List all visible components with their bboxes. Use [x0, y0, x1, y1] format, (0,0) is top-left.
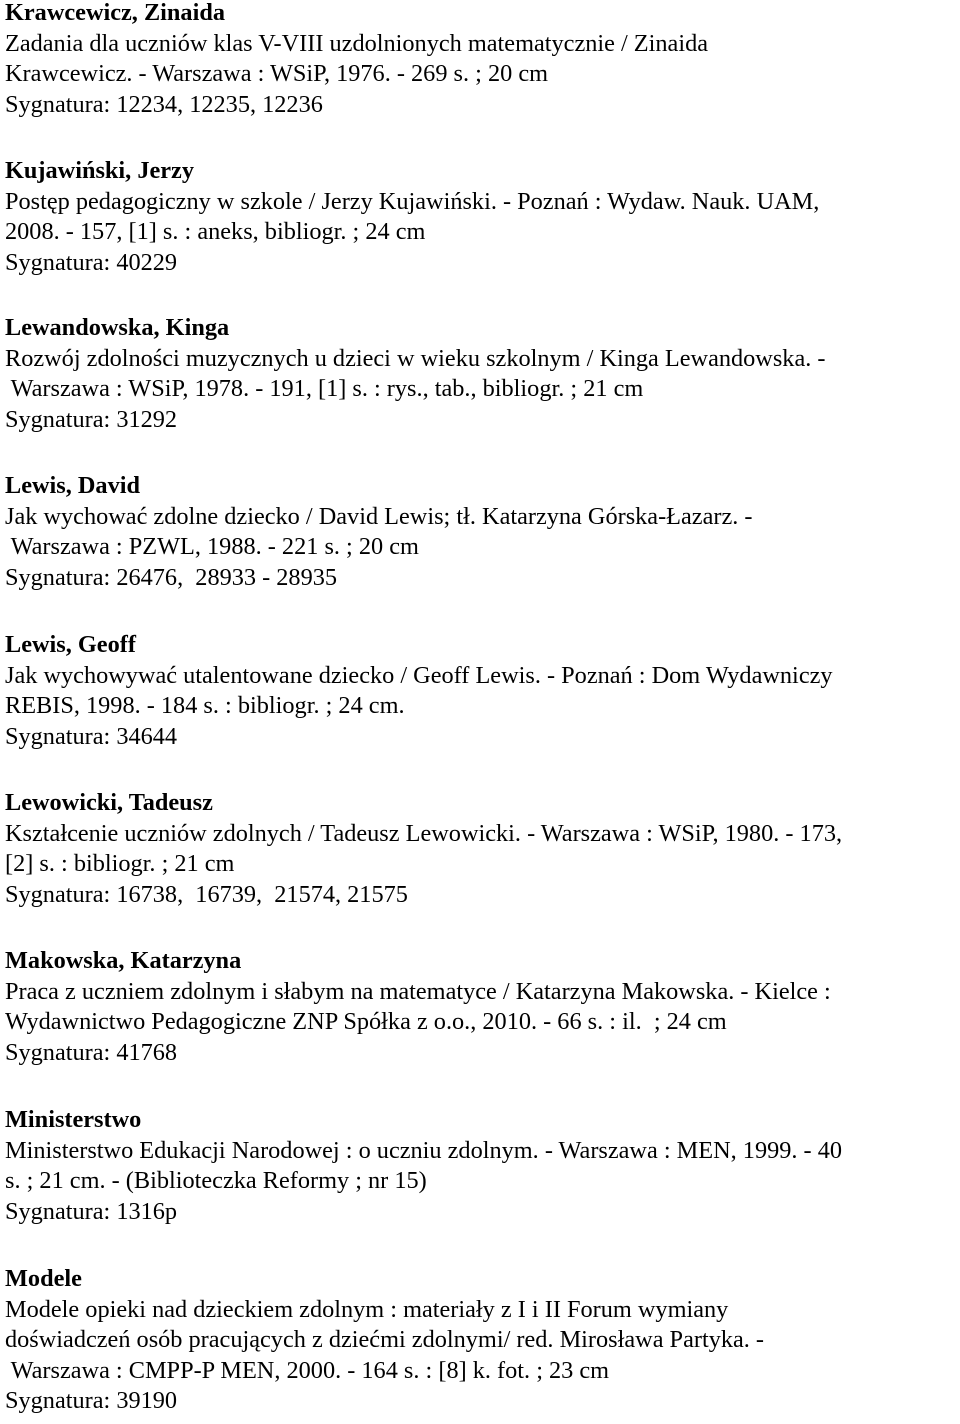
entry-description-line: Jak wychowywać utalentowane dziecko / Geoff Lewis. - Poznań : Dom Wydawniczy	[5, 661, 833, 689]
entry-description-line: 2008. - 157, [1] s. : aneks, bibliogr. ; 24 cm	[5, 218, 426, 246]
entry-author: Lewowicki, Tadeusz	[5, 789, 213, 816]
entry-signature: Sygnatura: 34644	[5, 722, 178, 750]
bibliography-entry	[5, 788, 957, 910]
entry-description-line: Zadania dla uczniów klas V-VIII uzdolnionych matematycznie / Zinaida	[5, 29, 709, 57]
entry-author: Modele	[5, 1265, 82, 1292]
entry-signature: Sygnatura: 12234, 12235, 12236	[5, 90, 323, 118]
entry-author: Makowska, Katarzyna	[5, 947, 242, 974]
entry-signature: Sygnatura: 1316p	[5, 1197, 178, 1225]
entry-signature: Sygnatura: 31292	[5, 405, 178, 433]
entry-author: Lewandowska, Kinga	[5, 314, 230, 341]
entry-author: Krawcewicz, Zinaida	[5, 0, 225, 26]
entry-description-line: Modele opieki nad dzieckiem zdolnym : materiały z I i II Forum wymiany	[5, 1295, 729, 1323]
bibliography-entry	[5, 156, 957, 278]
bibliography-entry	[5, 946, 957, 1068]
entry-author: Lewis, David	[5, 472, 140, 499]
entry-description-line: Warszawa : CMPP-P MEN, 2000. - 164 s. : [8] k. fot. ; 23 cm	[5, 1356, 610, 1384]
entry-description-line: Ministerstwo Edukacji Narodowej : o uczniu zdolnym. - Warszawa : MEN, 1999. - 40	[5, 1136, 843, 1164]
entry-description-line: Rozwój zdolności muzycznych u dzieci w wieku szkolnym / Kinga Lewandowska. -	[5, 344, 826, 372]
entry-description-line: Warszawa : WSiP, 1978. - 191, [1] s. : rys., tab., bibliogr. ; 21 cm	[5, 375, 644, 403]
bibliography-entry	[5, 313, 957, 435]
entry-description-line: Warszawa : PZWL, 1988. - 221 s. ; 20 cm	[5, 533, 419, 561]
bibliography-entry	[5, 1264, 957, 1417]
entry-signature: Sygnatura: 16738, 16739, 21574, 21575	[5, 880, 408, 908]
entry-description-line: doświadczeń osób pracujących z dziećmi zdolnymi/ red. Mirosława Partyka. -	[5, 1326, 765, 1354]
entry-description-line: REBIS, 1998. - 184 s. : bibliogr. ; 24 cm.	[5, 692, 405, 720]
entry-author: Lewis, Geoff	[5, 631, 136, 658]
entry-description-line: Praca z uczniem zdolnym i słabym na matematyce / Katarzyna Makowska. - Kielce :	[5, 977, 831, 1005]
entry-signature: Sygnatura: 40229	[5, 248, 178, 276]
bibliography-entry	[5, 0, 957, 120]
entry-description-line: Jak wychować zdolne dziecko / David Lewis; tł. Katarzyna Górska-Łazarz. -	[5, 502, 753, 530]
entry-description-line: Kształcenie uczniów zdolnych / Tadeusz Lewowicki. - Warszawa : WSiP, 1980. - 173,	[5, 819, 843, 847]
bibliography-entry	[5, 630, 957, 752]
entry-description-line: [2] s. : bibliogr. ; 21 cm	[5, 850, 235, 878]
entry-description-line: Postęp pedagogiczny w szkole / Jerzy Kujawiński. - Poznań : Wydaw. Nauk. UAM,	[5, 187, 820, 215]
entry-signature: Sygnatura: 39190	[5, 1387, 178, 1415]
entry-description-line: Wydawnictwo Pedagogiczne ZNP Spółka z o.o., 2010. - 66 s. : il. ; 24 cm	[5, 1008, 727, 1036]
bibliography-entry	[5, 471, 957, 593]
entry-author: Kujawiński, Jerzy	[5, 157, 194, 184]
entry-signature: Sygnatura: 26476, 28933 - 28935	[5, 563, 338, 591]
entry-author: Ministerstwo	[5, 1106, 142, 1133]
entry-signature: Sygnatura: 41768	[5, 1038, 178, 1066]
entry-description-line: Krawcewicz. - Warszawa : WSiP, 1976. - 269 s. ; 20 cm	[5, 60, 549, 88]
bibliography-entry	[5, 1105, 957, 1227]
entry-description-line: s. ; 21 cm. - (Biblioteczka Reformy ; nr 15)	[5, 1167, 427, 1195]
